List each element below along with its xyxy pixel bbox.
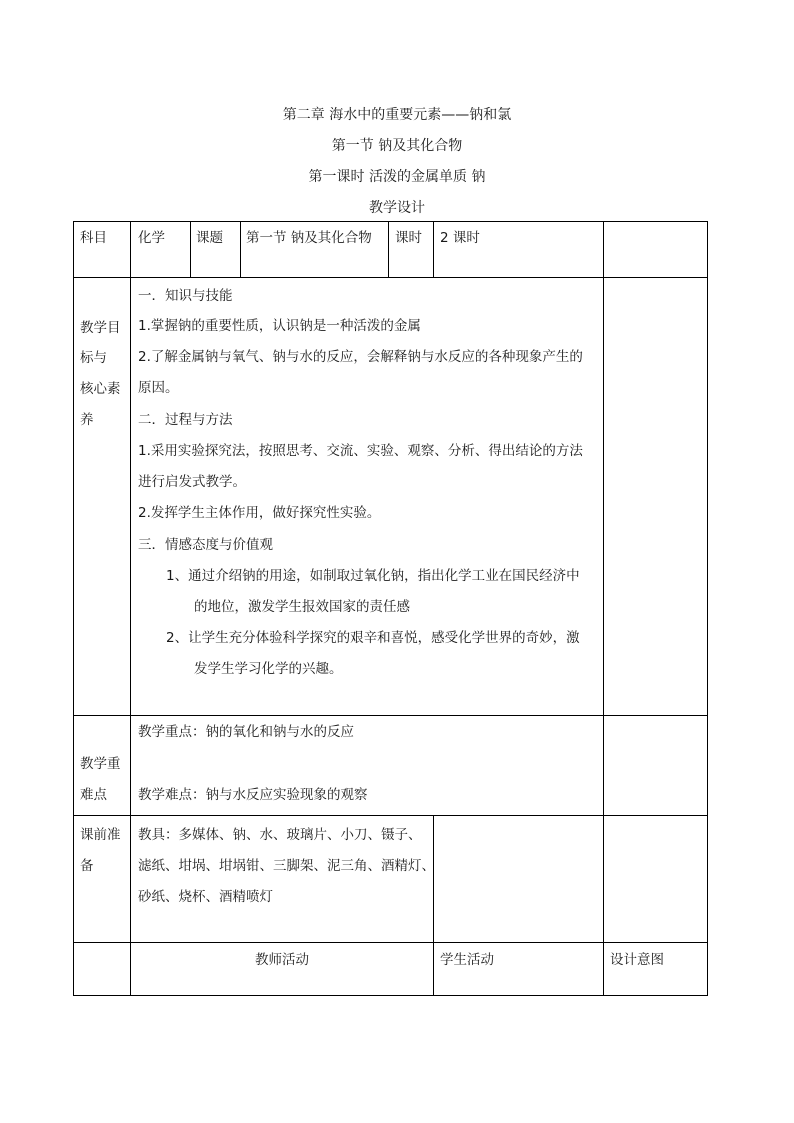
objectives-label-line: 养 — [80, 412, 94, 428]
objectives-line: 2、让学生充分体验科学探究的艰辛和喜悦，感受化学世界的奇妙，激 — [166, 630, 580, 646]
preparation-line: 教具：多媒体、钠、水、玻璃片、小刀、镊子、 — [138, 827, 422, 843]
objectives-line: 进行启发式教学。 — [138, 474, 246, 490]
preparation-line: 砂纸、烧杯、酒精喷灯 — [138, 889, 273, 905]
objectives-line: 的地位，激发学生报效国家的责任感 — [194, 599, 410, 615]
objectives-line: 1.掌握钠的重要性质，认识钠是一种活泼的金属 — [138, 318, 421, 334]
hours-label: 课时 — [395, 230, 422, 246]
hours-value: 2 课时 — [440, 230, 480, 246]
key-points-label-line: 教学重 — [80, 756, 121, 772]
objectives-label-line: 核心素 — [80, 381, 121, 397]
objectives-line: 2.了解金属钠与氧气、钠与水的反应，会解释钠与水反应的各种现象产生的 — [138, 349, 583, 365]
preparation-line: 滤纸、坩埚、坩埚钳、三脚架、泥三角、酒精灯、 — [138, 858, 435, 874]
objectives-line: 一．知识与技能 — [138, 288, 233, 304]
topic-value: 第一节 钠及其化合物 — [246, 230, 372, 246]
teaching-focus: 教学重点：钠的氧化和钠与水的反应 — [138, 724, 354, 740]
subject-value: 化学 — [138, 230, 165, 246]
objectives-line: 1、通过介绍钠的用途，如制取过氧化钠，指出化学工业在国民经济中 — [166, 568, 580, 584]
teacher-activity-header: 教师活动 — [255, 952, 309, 968]
lesson-title: 第一课时 活泼的金属单质 钠 — [308, 169, 486, 185]
objectives-label-line: 标与 — [80, 350, 107, 366]
objectives-line: 原因。 — [138, 380, 179, 396]
objectives-line: 二．过程与方法 — [138, 412, 233, 428]
design-intent-header: 设计意图 — [610, 952, 664, 968]
key-points-label-line: 难点 — [80, 787, 107, 803]
objectives-line: 发学生学习化学的兴趣。 — [194, 661, 343, 677]
objectives-line: 2.发挥学生主体作用，做好探究性实验。 — [138, 505, 381, 521]
subject-label: 科目 — [80, 230, 107, 246]
objectives-line: 1.采用实验探究法，按照思考、交流、实验、观察、分析、得出结论的方法 — [138, 443, 583, 459]
preparation-label-line: 课前准 — [80, 827, 121, 843]
chapter-title: 第二章 海水中的重要元素——钠和氯 — [282, 107, 512, 123]
teaching-difficulty: 教学难点：钠与水反应实验现象的观察 — [138, 787, 368, 803]
topic-label: 课题 — [196, 230, 223, 246]
student-activity-header: 学生活动 — [440, 952, 494, 968]
design-title: 教学设计 — [369, 200, 425, 216]
objectives-label-line: 教学目 — [80, 320, 121, 336]
objectives-line: 三．情感态度与价值观 — [138, 537, 273, 553]
section-title: 第一节 钠及其化合物 — [331, 138, 463, 154]
preparation-label-line: 备 — [80, 858, 94, 874]
